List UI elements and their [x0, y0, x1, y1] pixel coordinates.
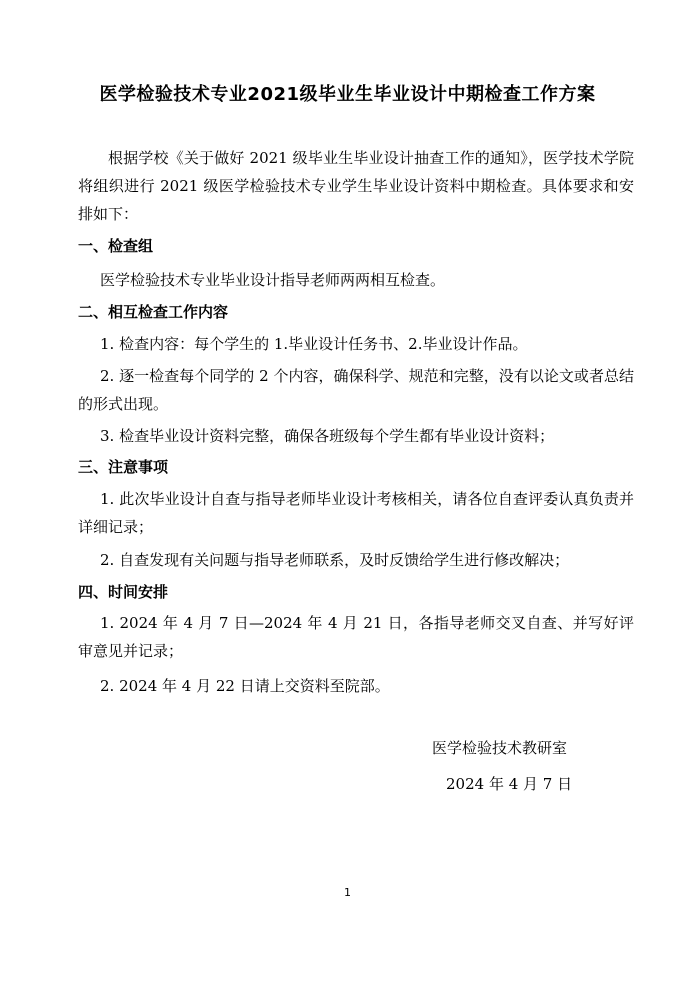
section-heading-inspection-group: 一、检查组 [78, 237, 154, 255]
section-item: 2. 2024 年 4 月 22 日请上交资料至院部。 [100, 677, 390, 695]
section-item: 1. 此次毕业设计自查与指导老师毕业设计考核相关，请各位自查评委认真负责并详细记录； [78, 490, 634, 536]
signature-date: 2024 年 4 月 7 日 [446, 775, 573, 793]
section-heading-schedule: 四、时间安排 [78, 583, 169, 601]
document-title: 医学检验技术专业2021级毕业生毕业设计中期检查工作方案 [99, 84, 596, 105]
section-item: 2. 逐一检查每个同学的 2 个内容，确保科学、规范和完整，没有以论文或者总结的形式出现。 [78, 367, 634, 413]
signature-department: 医学检验技术教研室 [432, 739, 568, 757]
intro-paragraph: 根据学校《关于做好 2021 级毕业生毕业设计抽查工作的通知》，医学技术学院将组织进行 2021 级医学检验技术专业学生毕业设计资料中期检查。具体要求和安排如下： [78, 149, 634, 223]
section-item: 3. 检查毕业设计资料完整，确保各班级每个学生都有毕业设计资料； [100, 427, 555, 445]
section-item: 1. 检查内容：每个学生的 1.毕业设计任务书、2.毕业设计作品。 [100, 335, 528, 353]
section-item: 医学检验技术专业毕业设计指导老师两两相互检查。 [100, 271, 446, 289]
section-heading-notes: 三、注意事项 [78, 458, 169, 476]
section-item: 1. 2024 年 4 月 7 日—2024 年 4 月 21 日，各指导老师交叉自查、并写好评审意见并记录； [78, 614, 634, 660]
section-heading-mutual-check: 二、相互检查工作内容 [78, 303, 229, 321]
page-number: 1 [344, 886, 351, 899]
section-item: 2. 自查发现有关问题与指导老师联系，及时反馈给学生进行修改解决； [100, 551, 570, 569]
